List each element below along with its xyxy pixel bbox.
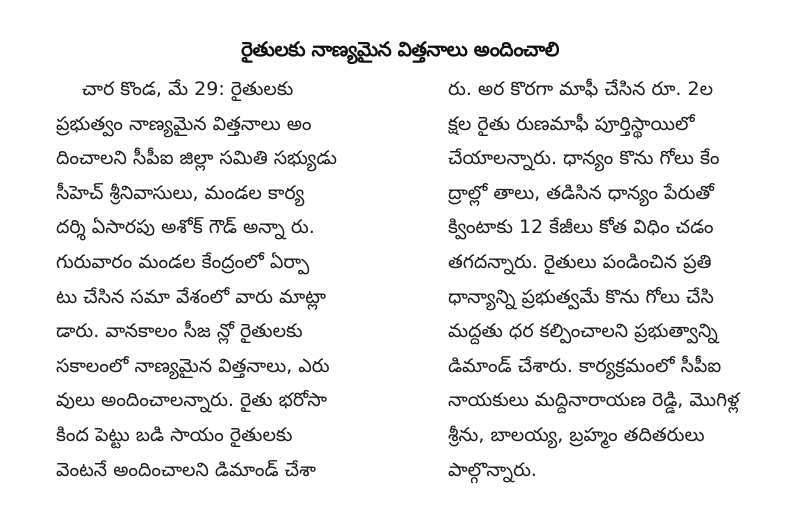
body-line: కింద పెట్టు బడి సాయం రైతులకు: [56, 423, 293, 446]
body-line: వెంటనే అందించాలని డిమాండ్ చేశా: [56, 458, 316, 481]
body-line: డిమాండ్ చేశారు. కార్యక్రమంలో సీపీఐ: [448, 354, 722, 377]
body-line: క్వింటాకు 12 కేజీలు కోత విధిం చడం: [448, 216, 714, 239]
body-line: సీహెచ్ శ్రీనివాసులు, మండల కార్య: [56, 181, 305, 204]
body-line: వులు అందించాలన్నారు. రైతు భరోసా: [56, 389, 327, 412]
article-headline: రైతులకు నాణ్యమైన విత్తనాలు అందించాలి: [241, 37, 559, 62]
body-line: సకాలంలో నాణ్యమైన విత్తనాలు, ఎరు: [56, 354, 330, 377]
body-line: దించాలని సీపీఐ జిల్లా సమితి సభ్యుడు: [56, 147, 338, 170]
body-line: మద్దతు ధర కల్పించాలని ప్రభుత్వాన్ని: [448, 320, 718, 343]
body-line: టు చేసిన సమా వేశంలో వారు మాట్లా: [56, 285, 326, 308]
article-right-column: [448, 72, 793, 487]
body-line: ధాన్యాన్ని ప్రభుత్వమే కొను గోలు చేసి: [448, 285, 714, 308]
body-line: రు. అర కొరగా మాఫీ చేసిన రూ. 2ల: [448, 78, 714, 100]
body-line: నాయకులు మద్దినారాయణ రెడ్డి, మొగిళ్ల: [448, 389, 740, 412]
body-line: పాల్గొన్నారు.: [448, 458, 537, 481]
body-line: చార కొండ, మే 29: రైతులకు: [82, 78, 294, 100]
clipped-previous-article-edge: [160, 0, 630, 4]
body-line: ద్రాల్లో తాలు, తడిసిన ధాన్యం పేరుతో: [448, 181, 714, 204]
body-line: చేయాలన్నారు. ధాన్యం కొను గోలు కేం: [448, 147, 720, 170]
article-left-column: [56, 72, 401, 487]
body-line: గురువారం మండల కేంద్రంలో ఏర్పా: [56, 250, 310, 273]
body-line: శ్రీను, బాలయ్య, బ్రహ్మం తదితరులు: [448, 423, 705, 446]
body-line: డారు. వానకాలం సీజ న్లో రైతులకు: [56, 320, 303, 343]
body-line: దర్శి ఏసారపు అశోక్ గౌడ్ అన్నా రు.: [56, 216, 315, 239]
body-line: తగదన్నారు. రైతులు పండించిన ప్రతి: [448, 250, 712, 273]
body-line: ప్రభుత్వం నాణ్యమైన విత్తనాలు అం: [56, 112, 312, 135]
body-line: క్షల రైతు రుణమాఫీ పూర్తిస్థాయిలో: [448, 112, 695, 135]
